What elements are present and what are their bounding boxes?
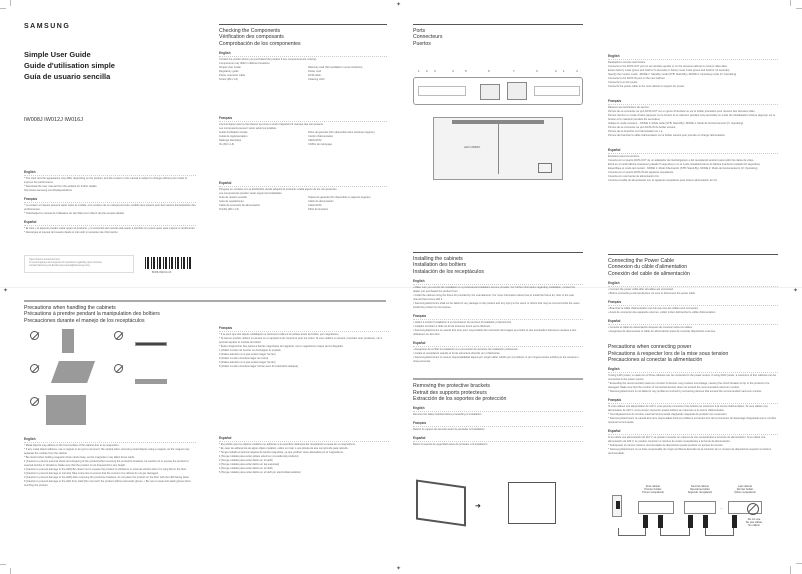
install-line: • Samsung Electronics shall not be liable for any damage to the product and any injury to the users or others that may be incurred while the users install the product by themselves.: [413, 302, 580, 310]
intro-line: Contact the vendor where you purchased the product if any components are missing.: [219, 58, 317, 62]
precaution-line: 1 [Caution to prevent external shock and dropping of the product] After removing the protective brackets, be careful not to expose the product to external shocks or vibrations. Make sure that the product is not dropped from any height.: [24, 460, 189, 467]
first-cabinet-box: [638, 501, 674, 514]
label-es: Último receptáculo: [734, 491, 756, 495]
precaution-line: 3 [Tenga cuidado para evitar daños en las esquinas]: [219, 463, 279, 466]
precaution-line: * Be careful when holding magnetic stripe cards close, as the magnetism may affect those cards.: [24, 456, 135, 459]
label-es: No utilizar: [748, 524, 760, 528]
port-desc: Conecta con el puerto DATA IN del siguiente receptáculo.: [608, 171, 674, 174]
title-fr: Installation des boîtiers: [413, 262, 467, 269]
label-fr: Dernier boîtier: [736, 488, 754, 492]
component-item: Paño de limpieza: [308, 208, 328, 212]
port-number: 2: [426, 69, 428, 73]
section-title: [24, 305, 200, 324]
power-line: • Connect the power cable after all cables are connected.: [608, 288, 674, 292]
lang-heading: English: [413, 406, 583, 412]
upright-cabinet-illustration: [62, 329, 74, 353]
port-desc: Permet de se brancher sur l'alimentation en c.a.: [608, 130, 663, 133]
data-port-group: [534, 86, 580, 96]
lang-heading: English: [219, 51, 387, 57]
install-line: • Instale el receptáculo usando el kit de estructura ofrecido por el fabricante.: [413, 352, 501, 356]
power-line: • Asegúrese de desconectar el cable de alimentación antes de conectar dispositivos externos.: [608, 330, 716, 334]
precaution-line: 4 [Caution to prevent damage to the LED] After removing the protective brackets, do not place the product on the floor with the LED facing down.: [24, 476, 190, 479]
title-es: Puertos: [413, 40, 431, 47]
ports-description-page: [600, 0, 800, 287]
port-desc: Conecta con el puerto DATA OUT de un adaptador de interfaz/género o del receptáculo anterior para recibir los datos de vídeo.: [608, 159, 755, 162]
lang-heading: Español: [413, 436, 583, 442]
intro-line: Components may differ in different locations.: [219, 62, 271, 66]
title-en: Installing the cabinets: [413, 256, 463, 262]
port-desc: Connects to the DATA IN port on the next cabinet.: [608, 77, 666, 80]
notice-line: Open Source Announcement: [29, 258, 60, 261]
port-desc: Indique le mode moniteur : -MODE 1: Mode veille (STB: Stand-By) -MODE 2: Mode de fonctionnement (O: Operating): [608, 122, 744, 125]
title-fr: Guide d'utilisation simple: [24, 61, 115, 70]
label-fr: Ne pas utiliser: [745, 521, 763, 525]
note-line: * La couleur et l'aspect peuvent varier selon le modèle, et le contenu de ce manuel peut être modifié sans préavis pour des raisons d'amélioration des performances.: [24, 204, 196, 211]
label-en: Do not use: [747, 518, 761, 521]
label-en: First cabinet: [645, 485, 661, 488]
title-fr: Précautions à prendre pendant la manipulation des boîtiers: [24, 311, 160, 318]
precaution-line: 5 [Caution to prevent damage to the LED from static] Do not touch the product without anti-static gloves. • Be sure to wear anti-static gloves when touching the product.: [24, 480, 191, 487]
prohibited-icon: [747, 503, 759, 515]
lang-heading: Español: [219, 436, 389, 442]
section-title: [413, 383, 583, 402]
note-line: * El color y el aspecto pueden variar según el producto, y el contenido del manual está sujeto a cambios sin previo aviso para mejorar el rendimiento.: [24, 227, 196, 230]
component-item: Cable RCM: [308, 204, 322, 208]
port-desc: Permet de brancher le câble d'alimentation sur le boîtier suivant pour prendre en charge l'alimentation.: [608, 134, 726, 137]
power-cable-page: [600, 258, 800, 574]
port-desc: Conecta con una fuente de alimentación CA.: [608, 175, 660, 178]
title-en: Checking the Components: [219, 28, 281, 34]
website-link[interactable]: http://www.samsung.com/displaysolutions: [24, 189, 72, 192]
power-cable-content: [608, 254, 778, 456]
port-number: 4: [576, 69, 578, 73]
component-item: Regulatory guide: [219, 70, 239, 74]
title-en: Simple User Guide: [24, 50, 91, 59]
precautions-header: [24, 300, 200, 324]
lang-heading: English: [413, 279, 583, 285]
component-item: Guide d'utilisation simple: [219, 131, 248, 135]
power-daisy-chain-diagram: [610, 485, 790, 555]
ports-page: [400, 0, 600, 287]
exploded-brackets-illustration: [508, 482, 556, 524]
precaution-line: * Es posible que los objetos metálicos se adhieran a la superficie delantera del receptáculo a causa de su magnetismo.: [219, 443, 356, 446]
lang-heading: English: [24, 437, 196, 443]
samsung-logo: SAMSUNG: [24, 23, 71, 30]
title-fr: Précautions à respecter lors de la mise sous tension: [608, 350, 729, 357]
title-en: Ports: [413, 28, 426, 34]
ports-descriptions: [608, 50, 778, 183]
precaution-line: 1 [Tenga cuidado para evitar golpes externos y la caída del producto]: [219, 455, 299, 458]
title-fr: Vérification des composants: [219, 34, 284, 41]
precaution-line: * En caso de adherencia de algún objeto metálico, utilice un imán o una pistola de aire comprimido para retirarlo.: [219, 447, 349, 450]
component-item: Câble RCM: [308, 139, 322, 143]
registration-mark-icon: ✦: [793, 288, 799, 294]
port-desc: Especifique el modo del monitor: -MODE 1: Modo hibernación (STB: Stand-By) -MODE 2: Modo de funcionamiento (O: Operating): [608, 167, 758, 170]
component-list: [219, 66, 387, 82]
power-cable-line: [660, 528, 690, 536]
intro-line: Póngase en contacto con el distribuidor donde adquirió el producto si falta alguno de los componentes.: [219, 188, 338, 192]
data-port-group: [418, 86, 466, 96]
lang-heading: Español: [608, 429, 778, 435]
port-number: 7: [513, 69, 515, 73]
precautions-fr: [219, 322, 389, 369]
component-item: Vis (M4 x L6): [219, 143, 235, 147]
divider: [24, 300, 200, 302]
title-en: Connecting the Power Cable: [608, 258, 675, 264]
prohibited-icon: [30, 331, 39, 340]
title-es: Precauciones al conectar la alimentación: [608, 357, 703, 364]
port-desc: Connects to the DATA OUT port on an interface gender or on the previous cabinet to receive video data.: [608, 65, 728, 68]
component-item: Cordon d'alimentation: [308, 135, 334, 139]
divider: [413, 378, 583, 380]
lang-heading: English: [608, 54, 778, 60]
label-fr: Premier boîtier: [644, 488, 662, 492]
component-item: Power cord: [308, 70, 322, 74]
remove-line: Retirez le support de sécurité avant de procéder à l'installation.: [413, 428, 486, 432]
prohibited-icon: [114, 364, 123, 373]
power-precaution-line: Si vous utilisez une alimentation de 110 V, vous pouvez connecter trois boîtiers au maximum à la source d'alimentation. Si vous utilisez une alimentation de 220 V, vous pouvez connecter quatre boîtiers au maximum à la source d'alimentation.: [608, 405, 768, 413]
precautions-es: [219, 432, 389, 475]
intro-line: Les composants peuvent varier selon les localités.: [219, 127, 277, 131]
plug-icon: [658, 515, 663, 528]
component-item: Guía de regulaciones: [219, 200, 244, 204]
lang-heading: Français: [24, 197, 196, 203]
divider: [413, 24, 583, 25]
component-item: Simple User Guide: [219, 66, 241, 70]
plug-icon: [732, 515, 737, 528]
cabinet-label: LED CABINET: [464, 146, 481, 149]
section-title: [219, 28, 387, 47]
section-title: [413, 28, 583, 47]
section-title: [608, 344, 778, 363]
led-face-down-illustration: [135, 379, 167, 384]
precaution-line: 2 [Caution to prevent damage to the LED] Be careful not to expose the product to vibrations or external shocks when it is lying flat on the floor.: [24, 468, 187, 471]
port-desc: Permet de se connecter au port DATA OUT sur un genre d'interface ou sur le boîtier précédent pour recevoir des données vidéo.: [608, 110, 756, 113]
note-line: * Descargue el manual del usuario desde el sitio web si necesita más información.: [24, 231, 119, 234]
lang-heading: Español: [24, 220, 196, 226]
port-number: 1: [563, 69, 565, 73]
lang-heading: Français: [608, 300, 778, 306]
open-source-notice: [24, 255, 134, 273]
port-desc: Connects the power cable to the next cabinet to support AC power.: [608, 85, 685, 88]
title-es: Conexión del cable de alimentación: [608, 270, 690, 277]
lang-heading: Français: [219, 326, 389, 332]
title-fr: Connexion du câble d'alimentation: [608, 264, 688, 271]
plug-icon: [616, 501, 620, 509]
component-item: Power extension cable: [219, 74, 246, 78]
prohibited-icon: [30, 364, 39, 373]
ac-out-port: [507, 82, 527, 100]
lang-heading: Français: [608, 99, 778, 105]
intro-line: Communiquez avec le fournisseur qui vous a vendu l'appareil s'il manque des composants.: [219, 123, 324, 127]
remove-line: Remove the safety bracket before proceeding to installation.: [413, 413, 483, 417]
install-line: • Samsung Electronics ne saurait être tenu pour responsable des éventuels dommages au produit et des éventuelles blessures causées à des utilisateurs ou des tiers.: [413, 329, 577, 337]
component-item: Warranty card (Not available in some locations): [308, 66, 363, 70]
lang-heading: English: [608, 281, 778, 287]
lang-heading: Français: [608, 398, 778, 404]
precaution-line: 1 [Veillez à éviter de heurter ou d'échapper le produit]: [219, 349, 281, 352]
precaution-line: * Si cela se produit, utilisez un aimant ou un appareil à air comprimé pour les retirer. Si vous utilisez un aimant, procédez avec prudence, car il pourrait séparer le module du boîtier.: [219, 337, 382, 344]
corner-impact-illustration: [51, 361, 95, 383]
precautions-en: [24, 433, 196, 488]
section-title: [608, 258, 778, 277]
precaution-line: * Tenga cuidado al acercar tarjetas de banda magnética, ya que podrían verse afectadas por el magnetismo.: [219, 451, 344, 454]
divider: [219, 24, 387, 25]
cover-title: [24, 49, 115, 82]
plug-icon: [688, 515, 693, 528]
power-cable-line: [705, 528, 734, 536]
power-precaution-line: * Exceeding the recommended maximum number of devices may produce overvoltage, causing the circuit breaker to trip or the product to be damaged. Make sure that the number of connected devices does not exceed the recommended maximum number.: [608, 382, 770, 390]
do-not-use-label: [742, 518, 766, 528]
component-item: Screw (M4 x L6): [219, 78, 238, 82]
title-es: Extracción de los soportes de protección: [413, 396, 507, 403]
note-line: * The color and the appearance may differ depending on the product, and the content in the manual is subject to change without prior notice to improve the performance.: [24, 177, 188, 184]
component-item: Cleaning cloth: [308, 78, 325, 82]
title-es: Instalación de los receptáculos: [413, 268, 484, 275]
cover-notes: [24, 166, 196, 235]
title-en: Removing the protective brackets: [413, 383, 490, 390]
model-numbers: IW008J IW012J IW016J: [24, 117, 83, 123]
title-es: Guía de usuario sencilla: [24, 72, 111, 81]
lang-heading: Français: [413, 421, 583, 427]
title-en: Precautions when handling the cabinets: [24, 305, 116, 311]
cabinet-rear-diagram: [433, 117, 563, 180]
precautions-page: [0, 287, 200, 574]
port-desc: Permet de se connecter au port DATA IN du boîtier suivant.: [608, 126, 676, 129]
port-number: 1: [418, 69, 420, 73]
port-desc: Dedicated to service technicians.: [608, 61, 646, 64]
note-line: * Download the user manual from the website for further details.: [24, 185, 98, 188]
power-precaution-line: If using 110V power, a maximum of three cabinets can be connected to the power source. If using 220V power, a maximum of four cabinets can be connected to the power source.: [608, 374, 777, 382]
registration-mark-icon: ✦: [396, 566, 402, 572]
port-desc: Specify the monitor mode: -MODE 1: Standby mode (STB: Stand-By) -MODE 2: Operating mode (O: Operating): [608, 73, 737, 76]
lang-heading: Español: [608, 148, 778, 154]
title-es: Comprobación de los componentes: [219, 40, 301, 47]
label-es: Primer receptáculo: [642, 491, 664, 495]
port-number: 5: [465, 69, 467, 73]
prohibited-icon: [30, 397, 39, 406]
component-item: Tarjeta de garantía (No disponible en algunos lugares): [308, 196, 371, 200]
precautions-translations-page: [200, 287, 400, 574]
title-es: Precauciones durante el manejo de los receptáculos: [24, 317, 145, 324]
port-desc: Connects to an AC power.: [608, 81, 638, 84]
component-item: Cable de alimentación: [308, 200, 334, 204]
component-item: Fiche de garantie (Non disponible dans certaines régions): [308, 131, 375, 135]
precaution-line: * If any metal object adheres, use a magnet or air gun to remove it. Be careful when removing metal objects using a magnet, as the magnet may separate the module from the cabinet.: [24, 448, 190, 455]
component-item: Rallonge électrique: [219, 139, 242, 143]
registration-mark-icon: ✦: [3, 288, 9, 294]
precaution-line: * Il se peut que des objets métalliques se retrouvent collés à la surface avant du boîtier, par magnétisme.: [219, 333, 340, 336]
notice-line: contact Samsung via Email (oss.request@samsung.com).: [29, 264, 91, 268]
component-item: Guide de réglementation: [219, 135, 248, 139]
port-desc: Entra en el modo fábrica (mantener pulsado 5 segundos) o en el modo restablecimiento de fábrica (mantener pulsado 10 segundos).: [608, 163, 761, 166]
install-line: • Installez le boîtier à l'aide du kit de structure fourni par le fabricant.: [413, 325, 491, 329]
install-line: • Install the cabinet using the frame kit provided by the manufacturer. For more information about how to install the frame kit, refer to the user manual that comes with it.: [413, 294, 575, 302]
ac-in-port: [480, 84, 500, 100]
power-precaution-line: * Samsung Electronics ne saurait être tenu responsable d'aucun problème survenant lors de la connexion de davantage d'appareils que le nombre maximal recommandé.: [608, 417, 777, 425]
lang-heading: Français: [219, 116, 387, 122]
precaution-line: 3 [Caution to prevent damage to corners] Take extra care to ensure that the corners of a cabinet do not get damaged.: [24, 472, 159, 475]
precaution-line: 2 [Tenga cuidado para evitar daños en el LED]: [219, 459, 273, 462]
ports-header: [413, 24, 583, 47]
port-desc: Exclusivo para los técnicos.: [608, 155, 640, 158]
power-precaution-line: * Sobrepasar el número máximo recomendado de dispositivos puede producir un exceso de tensión.: [608, 444, 724, 448]
component-list: [219, 196, 387, 212]
barcode: [145, 257, 193, 269]
power-precaution-line: * Samsung Electronics is not liable for any problems incurred by connecting devices that exceed the recommended maximum number.: [608, 390, 762, 394]
cabinet-module: [538, 163, 552, 173]
precaution-line: * Évitez d'approcher des cartes à bande magnétique de l'appareil, car le magnétisme risque de les dégrader.: [219, 345, 344, 348]
barcode-label: BN68-09921A-03: [152, 271, 172, 274]
lang-heading: English: [24, 170, 196, 176]
component-item: Tornillo (M4 x L6): [219, 208, 239, 212]
remove-line: Retire el soporte de seguridad antes de proceder a la instalación.: [413, 443, 488, 447]
power-cable-line: [618, 528, 646, 536]
cabinet-with-brackets-illustration: [416, 479, 466, 526]
lang-heading: English: [608, 367, 778, 373]
component-item: RCM cable: [308, 74, 321, 78]
precaution-line: 4 [Tenga cuidado para evitar daños en el LED]: [219, 467, 273, 470]
lang-heading: Español: [413, 341, 583, 347]
pressure-cabinet-illustration: [135, 342, 167, 346]
ports-panel-diagram: [413, 69, 583, 105]
static-hand-illustration: [46, 395, 86, 425]
port-desc: Réservé aux techniciens de service.: [608, 106, 650, 109]
note-line: * Téléchargez le manuel de l'utilisateur du site Web pour obtenir de plus amples détails.: [24, 212, 125, 215]
arrow-right-icon: ➜: [475, 503, 481, 510]
component-item: Cable de extensión de alimentación: [219, 204, 261, 208]
lang-heading: Español: [219, 181, 387, 187]
prohibited-icon: [114, 331, 123, 340]
component-list: [219, 131, 387, 147]
install-line: • Asegúrese de confiar la instalación a un proveedor de servicios de instalación profesional.: [413, 348, 519, 352]
power-precaution-line: * Tout dépassement du nombre maximal recommandé d'appareils risquerait de produire une surtension.: [608, 413, 728, 417]
lang-heading: Français: [413, 314, 583, 320]
title-en: Precautions when connecting power: [608, 344, 692, 351]
precaution-line: 2 [Faites attention à ne pas endommager l'écran]: [219, 353, 276, 356]
installing-content: [413, 252, 583, 447]
installing-page: [400, 256, 600, 574]
port-number: 4: [452, 69, 454, 73]
second-cabinet-label: [684, 485, 716, 495]
install-line: • Veillez à confier l'installation à un fournisseur de services d'installation professionnel.: [413, 321, 512, 325]
install-line: • Make sure you entrust the installation to a professional installation service provider. For further information regarding installation, contact the dealer you purchased the product from.: [413, 286, 576, 294]
install-line: • Samsung Electronics no asume responsabilidad alguna por ningún daño sufrido por el producto ni por ninguna lesión sufrida por los usuarios u otras personas.: [413, 356, 579, 364]
lang-heading: Español: [608, 319, 778, 325]
power-precaution-line: Si se utiliza una alimentación de 110 V, se pueden conectar un máximo de tres receptáculos a la fuente de alimentación. Si se utiliza una alimentación de 220 V, se pueden conectar un máximo de cuatro receptáculos a la fuente de alimentación.: [608, 436, 766, 444]
port-desc: Enters factory mode (press and hold for 5 seconds) or factory reset mode (press and hold for 10 seconds).: [608, 69, 731, 72]
first-cabinet-label: [638, 485, 668, 495]
power-line: • Conecte el cable de alimentación después de conectar todos los cables.: [608, 326, 693, 330]
power-line: • Branchez le câble d'alimentation une fois que tous les câbles sont connectés.: [608, 307, 699, 311]
precaution-line: * Metal objects may adhere to the front surface of the cabinet due to its magnetism.: [24, 444, 120, 447]
section-title: [413, 256, 583, 275]
power-line: • Avant de connecter des appareils externes, veillez à bien débrancher le câble d'alimentation.: [608, 311, 716, 315]
plug-icon: [643, 515, 648, 528]
precaution-line: 4 [Faites attention à ne pas endommager l'écran]: [219, 361, 276, 364]
power-line: • Before connecting external devices, be sure to disconnect the power cable.: [608, 292, 696, 296]
precaution-line: 5 [Tenga cuidado para evitar daños en el LED por electricidad estática]: [219, 471, 301, 474]
label-en: Second cabinet: [691, 485, 709, 488]
intro-line: Los componentes pueden variar según las localidades.: [219, 192, 283, 196]
ellipsis: ...: [720, 505, 724, 510]
port-number: 3: [536, 69, 538, 73]
last-cabinet-label: [728, 485, 762, 495]
second-cabinet-box: [684, 501, 716, 514]
power-precaution-line: * Samsung Electronics no se hace responsable de ningún problema derivado de la conexión de un número de dispositivos superior al máximo recomendado.: [608, 448, 772, 456]
port-number: 2: [555, 69, 557, 73]
port-desc: Conecta el cable de alimentación con el siguiente receptáculo para ofrecer alimentación de CA.: [608, 179, 718, 182]
component-item: Guía de usuario sencilla: [219, 196, 247, 200]
precaution-line: 5 [Veillez à éviter d'endommager l'écran avec de l'électricité statique]: [219, 365, 298, 368]
port-number: 3: [434, 69, 436, 73]
port-number: 6: [488, 69, 490, 73]
components-content: [219, 24, 387, 212]
title-fr: Connecteurs: [413, 34, 443, 41]
registration-mark-icon: ✦: [396, 2, 402, 8]
divider: [413, 252, 583, 253]
cabinet-divider: [498, 122, 499, 174]
precaution-line: 3 [Veillez à éviter d'endommager les coins]: [219, 357, 269, 360]
label-es: Segundo receptáculo: [687, 491, 713, 495]
title-fr: Retrait des supports protecteurs: [413, 389, 487, 396]
label-fr: Deuxième boîtier: [690, 488, 710, 492]
divider: [608, 254, 778, 255]
divider: [200, 300, 386, 302]
components-page: [200, 0, 400, 287]
notice-line: To send inquiries and requests for questions regarding open sources,: [29, 261, 103, 265]
component-item: Chiffon de nettoyage: [308, 143, 332, 147]
port-desc: Permet d'entrer en mode d'usine (appuyer sur le bouton et le maintenir pendant cinq secondes) ou mode de réinitialisation d'usine (appuyer sur le bouton et le maintenir pendant dix secondes).: [608, 114, 776, 121]
label-en: Last cabinet: [738, 485, 752, 488]
plug-icon: [703, 515, 708, 528]
cover-page: [0, 0, 200, 287]
